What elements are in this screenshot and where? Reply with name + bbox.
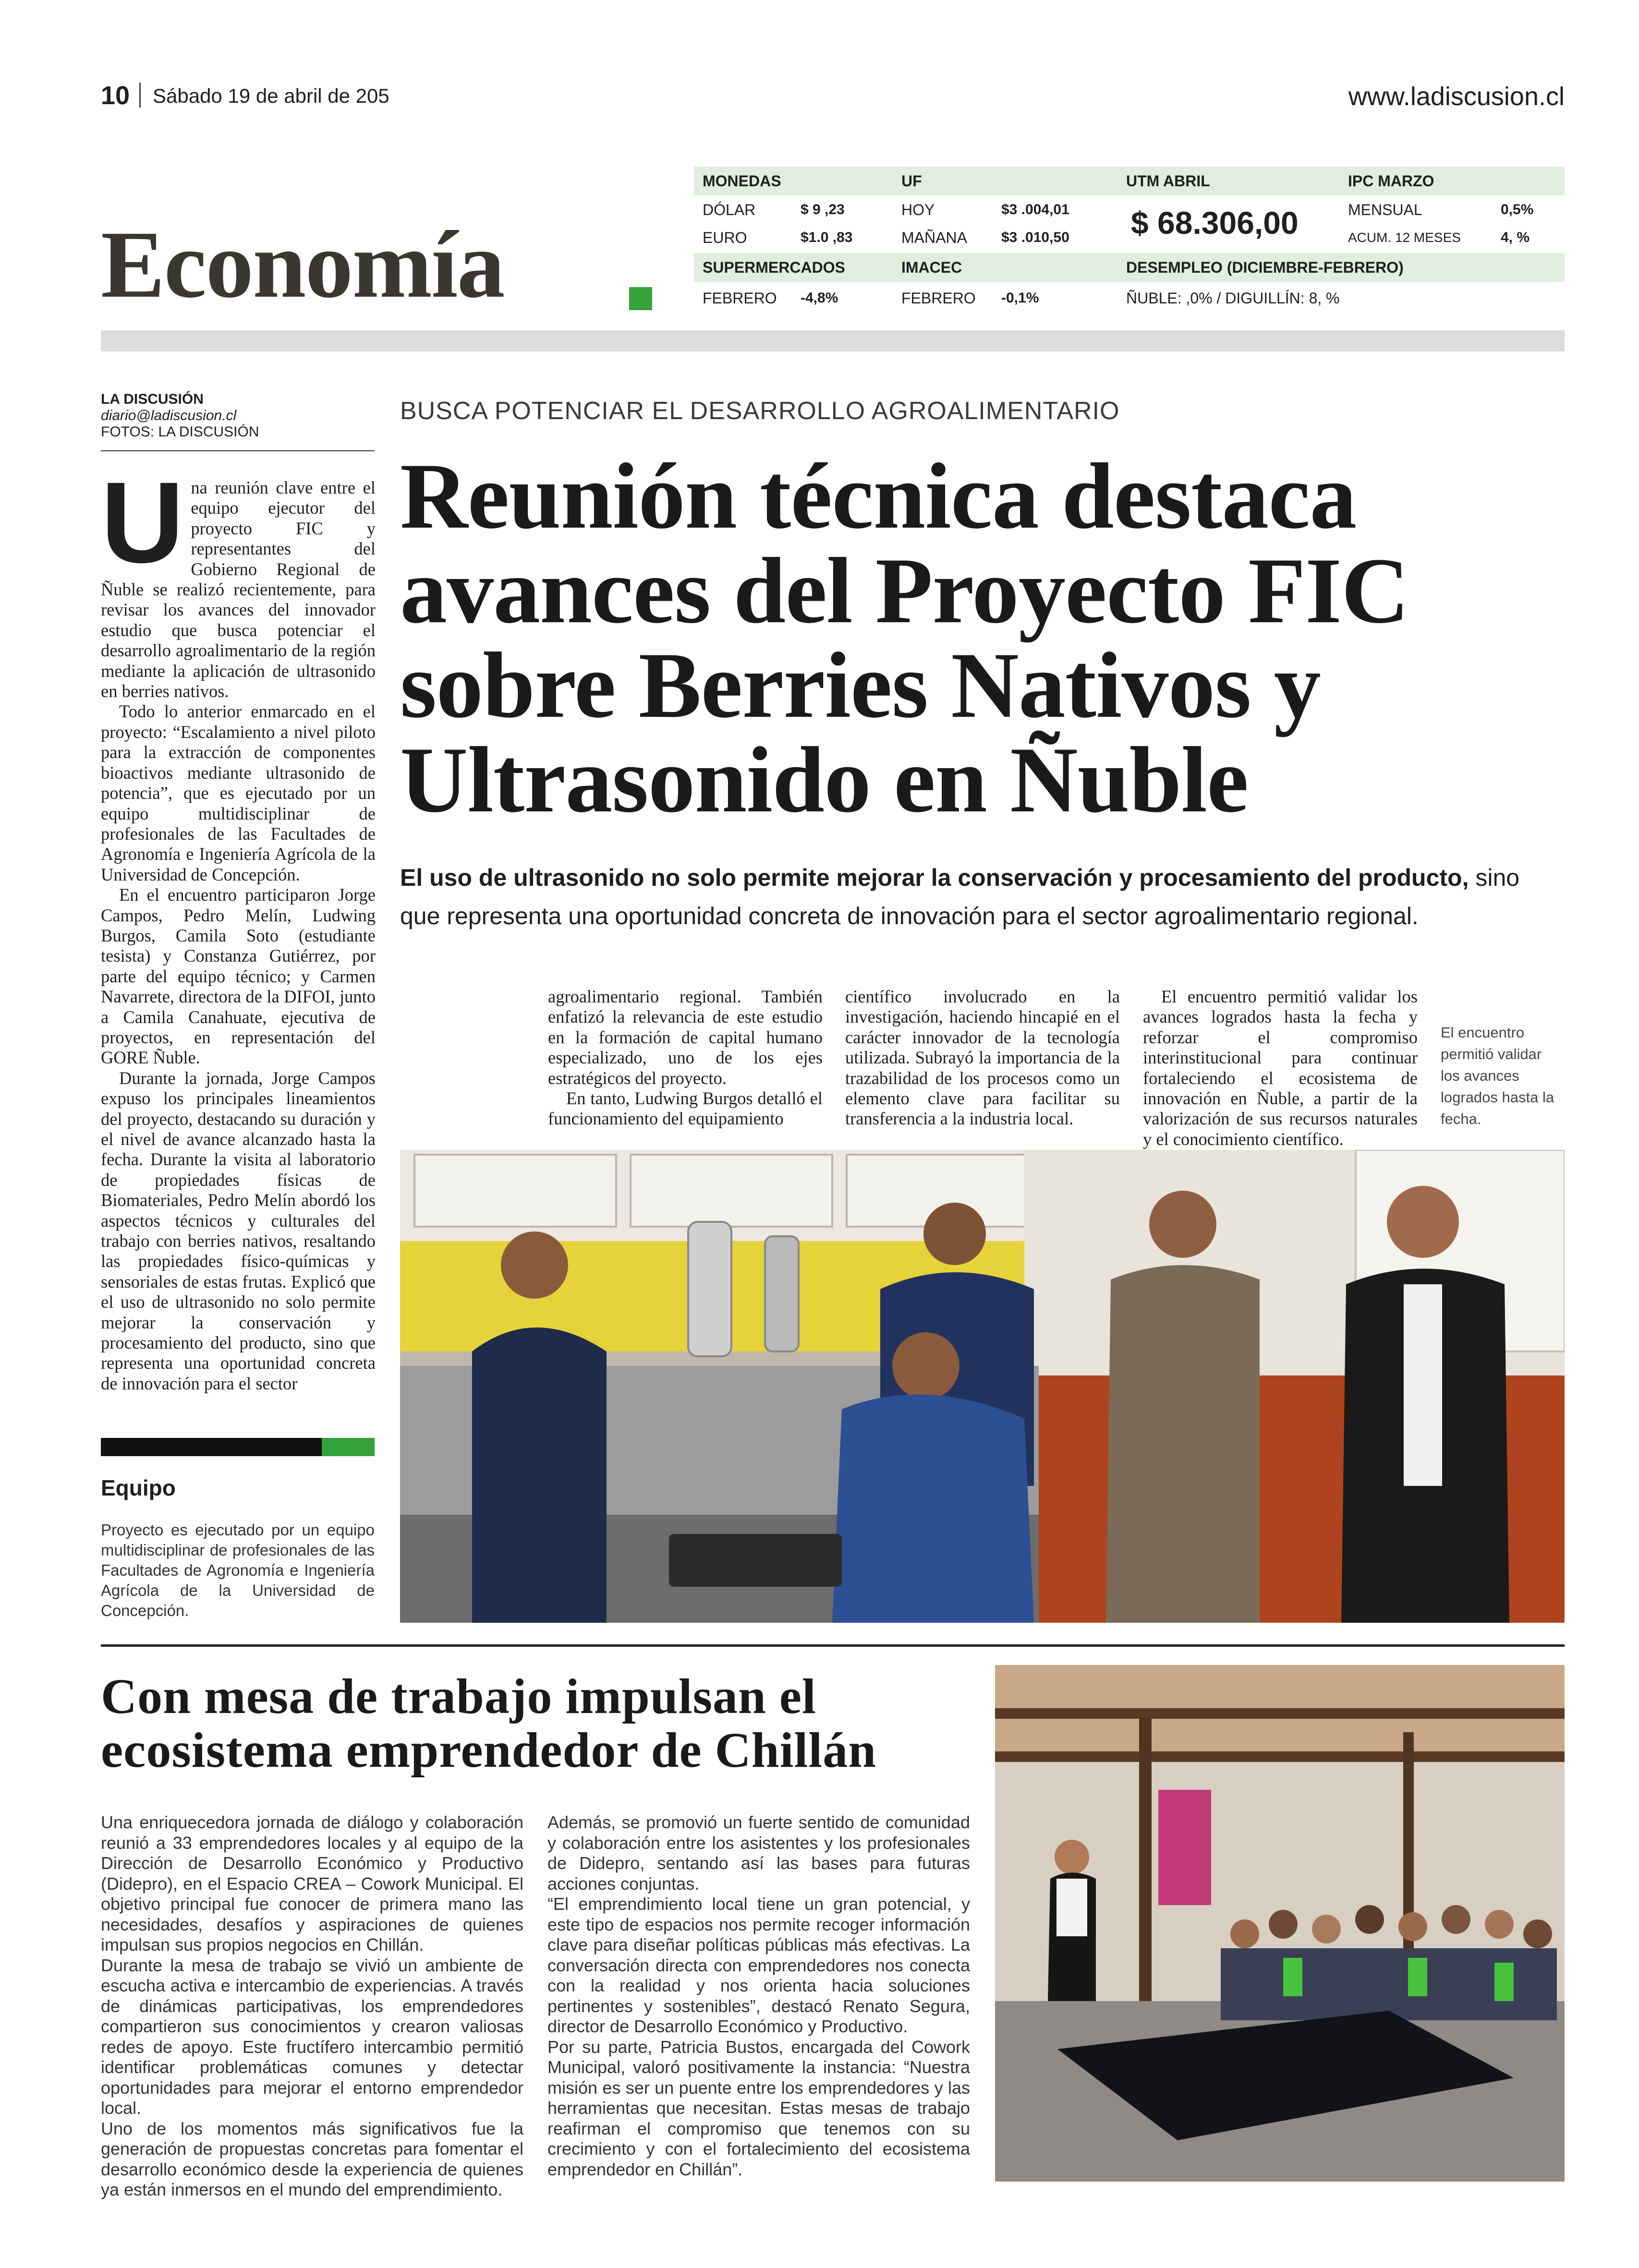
- article-paragraph: agroalimentario regional. También enfatizó la relevancia de este estudio en la formación de capital humano especializado, uno de los ejes estratégicos del proyecto.: [548, 987, 823, 1088]
- lab-photo-illustration: [400, 1150, 1565, 1623]
- byline-outlet: LA DISCUSIÓN: [101, 391, 204, 407]
- article-column-c: [1143, 987, 1418, 1149]
- uf-hoy-label: HOY: [901, 201, 935, 218]
- sidebar-title: Equipo: [101, 1475, 176, 1500]
- ipc-mensual-value: 0,5%: [1501, 202, 1534, 217]
- section-title-green-dot: [629, 287, 652, 310]
- supermercados-header: SUPERMERCADOS: [703, 259, 845, 276]
- monedas-header: MONEDAS: [703, 172, 781, 190]
- second-article-headline: Con mesa de trabajo impulsan el ecosistema emprendedor de Chillán: [101, 1669, 877, 1778]
- byline-photos: FOTOS: LA DISCUSIÓN: [101, 424, 259, 440]
- article-paragraph: “El emprendimiento local tiene un gran potencial, y este tipo de espacios nos permite recoger información clave para diseñar políticas públicas más efectivas. La conversación directa con emprendedores nos conecta con la realidad y nos orienta hacia soluciones pertinentes y sostenibles”, destacó Renato Segura, director de Desarrollo Económico y Productivo.: [547, 1894, 970, 2036]
- article-column-a: [548, 987, 823, 1129]
- article-paragraph: Por su parte, Patricia Bustos, encargada del Cowork Municipal, valoró positivamente la instancia: “Nuestra misión es ser un puente entre los emprendedores y las herramientas que necesitan. Estas mesas de trabajo reafirman el compromiso que tenemos con su crecimiento y con el fortalecimiento del ecosistema emprendedor en Chillán”.: [547, 2037, 970, 2179]
- article-paragraph: científico involucrado en la investigación, haciendo hincapié en el carácter innovador de la tecnología utilizada. Subrayó la importancia de la trazabilidad de los procesos como un elemento clave para facilitar su transferencia a la industria local.: [845, 987, 1120, 1129]
- article-paragraph: Durante la jornada, Jorge Campos expuso los principales lineamientos del proyecto, destacando su duración y el nivel de avance alcanzado hasta la fecha. Durante la visita al laboratorio de propiedades físicas de Biomateriales, Pedro Melín abordó los aspectos técnicos y culturales del trabajo con berries nativos, resaltando las propiedades físico-químicas y sensoriales de estas frutas. Explicó que el uso de ultrasonido no solo permite mejorar la conservación y procesamiento del producto, sino que representa una oportunidad concreta de innovación para el sector: [101, 1068, 376, 1393]
- sidebar-rule-green: [322, 1438, 375, 1456]
- article-paragraph: El encuentro permitió validar los avances logrados hasta la fecha y reforzar el compromiso interinstitucional para continuar fortaleciendo el ecosistema de innovación en Ñuble, a partir de la valorización de sus recursos naturales y el conocimiento científico.: [1143, 987, 1418, 1149]
- article-paragraph: Uno de los momentos más significativos fue la generación de propuestas concretas para fomentar el desarrollo económico desde la experiencia de quienes ya están inmersos en el mundo del emprendimiento.: [101, 2118, 523, 2199]
- uf-manana-value: $3 .010,50: [1001, 229, 1069, 245]
- ipc-header: IPC MARZO: [1348, 172, 1434, 190]
- photo-caption: El encuentro permitió validar los avances logrados hasta la fecha.: [1441, 1024, 1554, 1127]
- article-body-left-column: [101, 478, 376, 1399]
- deck-rest: sino que representa una oportunidad concreta de innovación para el sector agroalimentario regional.: [400, 864, 1520, 929]
- ipc-acum-label: ACUM. 12 MESES: [1348, 230, 1461, 245]
- desempleo-header: DESEMPLEO (DICIEMBRE-FEBRERO): [1126, 259, 1404, 276]
- utm-header: UTM ABRIL: [1126, 172, 1210, 190]
- euro-value: $1.0 ,83: [801, 229, 853, 245]
- deck-bold: El uso de ultrasonido no solo permite mejorar la conservación y procesamiento del producto,: [400, 864, 1469, 891]
- drop-cap: U: [101, 478, 184, 587]
- imacec-header: IMACEC: [901, 259, 962, 276]
- header-grey-bar: [101, 330, 1565, 351]
- meeting-photo-illustration: [995, 1665, 1565, 2182]
- section-title: Economía: [101, 212, 504, 318]
- article-paragraph: Una reunión clave entre el equipo ejecutor del proyecto FIC y representantes del Gobierno Regional de Ñuble se realizó recientemente, para revisar los avances del innovador estudio que busca potenciar el desarrollo agroalimentario de la región mediante la aplicación de ultrasonido en berries nativos.: [101, 478, 376, 701]
- second-article-column-1: [101, 1812, 523, 2200]
- economic-indicators-table: [694, 167, 1565, 319]
- article-paragraph: Una enriquecedora jornada de diálogo y colaboración reunió a 33 emprendedores locales y al equipo de la Dirección de Desarrollo Económico y Productivo (Didepro), en el Espacio CREA – Cowork Municipal. El objetivo principal fue conocer de primera mano las necesidades, desafíos y aspiraciones de quienes impulsan sus propios negocios en Chillán.: [101, 1812, 523, 1954]
- ipc-mensual-label: MENSUAL: [1348, 201, 1422, 218]
- article-kicker: BUSCA POTENCIAR EL DESARROLLO AGROALIMENTARIO: [400, 397, 1120, 425]
- uf-header: UF: [901, 172, 922, 190]
- supermercados-label: FEBRERO: [703, 290, 777, 307]
- byline: [101, 391, 259, 440]
- page-number: 10: [101, 81, 130, 110]
- article-headline: Reunión técnica destaca avances del Proyecto FIC sobre Berries Nativos y Ultrasonido en Ñuble: [400, 444, 1409, 832]
- dolar-value: $ 9 ,23: [801, 202, 845, 217]
- cowork-meeting-photo: [995, 1665, 1565, 2182]
- supermercados-value: -4,8%: [801, 290, 838, 306]
- lab-meeting-photo: [400, 1150, 1565, 1623]
- euro-label: EURO: [703, 229, 747, 246]
- folio-separator: [139, 83, 141, 108]
- dolar-label: DÓLAR: [703, 201, 756, 218]
- section-divider-rule: [101, 1644, 1565, 1647]
- byline-email[interactable]: diario@ladiscusion.cl: [101, 408, 237, 423]
- uf-hoy-value: $3 .004,01: [1001, 202, 1069, 217]
- article-column-b: [845, 987, 1120, 1129]
- article-paragraph: En tanto, Ludwing Burgos detalló el funcionamiento del equipamiento: [548, 1088, 823, 1129]
- issue-date: Sábado 19 de abril de 205: [153, 84, 389, 107]
- imacec-value: -0,1%: [1001, 290, 1039, 306]
- ipc-acum-value: 4, %: [1501, 229, 1530, 245]
- utm-value: $ 68.306,00: [1131, 205, 1299, 241]
- imacec-label: FEBRERO: [901, 290, 976, 307]
- article-deck: [400, 858, 1565, 935]
- sidebar-rule-black: [101, 1438, 322, 1456]
- article-paragraph: En el encuentro participaron Jorge Campos, Pedro Melín, Ludwing Burgos, Camila Soto (estudiante tesista) y Constanza Gutiérrez, por parte del equipo técnico; y Carmen Navarrete, directora de la DIFOI, junto a Camila Canahuate, ejecutiva de proyectos, en representación del GORE Ñuble.: [101, 885, 376, 1068]
- second-article-column-2: [547, 1812, 970, 2180]
- article-paragraph: Todo lo anterior enmarcado en el proyecto: “Escalamiento a nivel piloto para la extracción de componentes bioactivos mediante ultrasonido de potencia”, que es ejecutado por un equipo multidisciplinar de profesionales de las Facultades de Agronomía e Ingeniería Agrícola de la Universidad de Concepción.: [101, 701, 376, 884]
- uf-manana-label: MAÑANA: [901, 229, 967, 246]
- article-paragraph: Durante la mesa de trabajo se vivió un ambiente de escucha activa e intercambio de experiencias. A través de dinámicas participativas, los emprendedores compartieron sus conocimientos y crearon valiosas redes de apoyo. Este fructífero intercambio permitió identificar problemáticas comunes y detectar oportunidades para mejorar el entorno emprendedor local.: [101, 1955, 523, 2118]
- desempleo-value: ÑUBLE: ,0% / DIGUILLÍN: 8, %: [1126, 290, 1340, 307]
- byline-rule: [101, 450, 375, 451]
- article-paragraph: Además, se promovió un fuerte sentido de comunidad y colaboración entre los asistentes y los profesionales de Didepro, sentando así las bases para futuras acciones conjuntas.: [547, 1812, 970, 1894]
- sidebar-text: Proyecto es ejecutado por un equipo multidisciplinar de profesionales de las Facultades de Agronomía e Ingeniería Agrícola de la Universidad de Concepción.: [101, 1521, 375, 1619]
- website-url[interactable]: www.ladiscusion.cl: [1348, 82, 1565, 111]
